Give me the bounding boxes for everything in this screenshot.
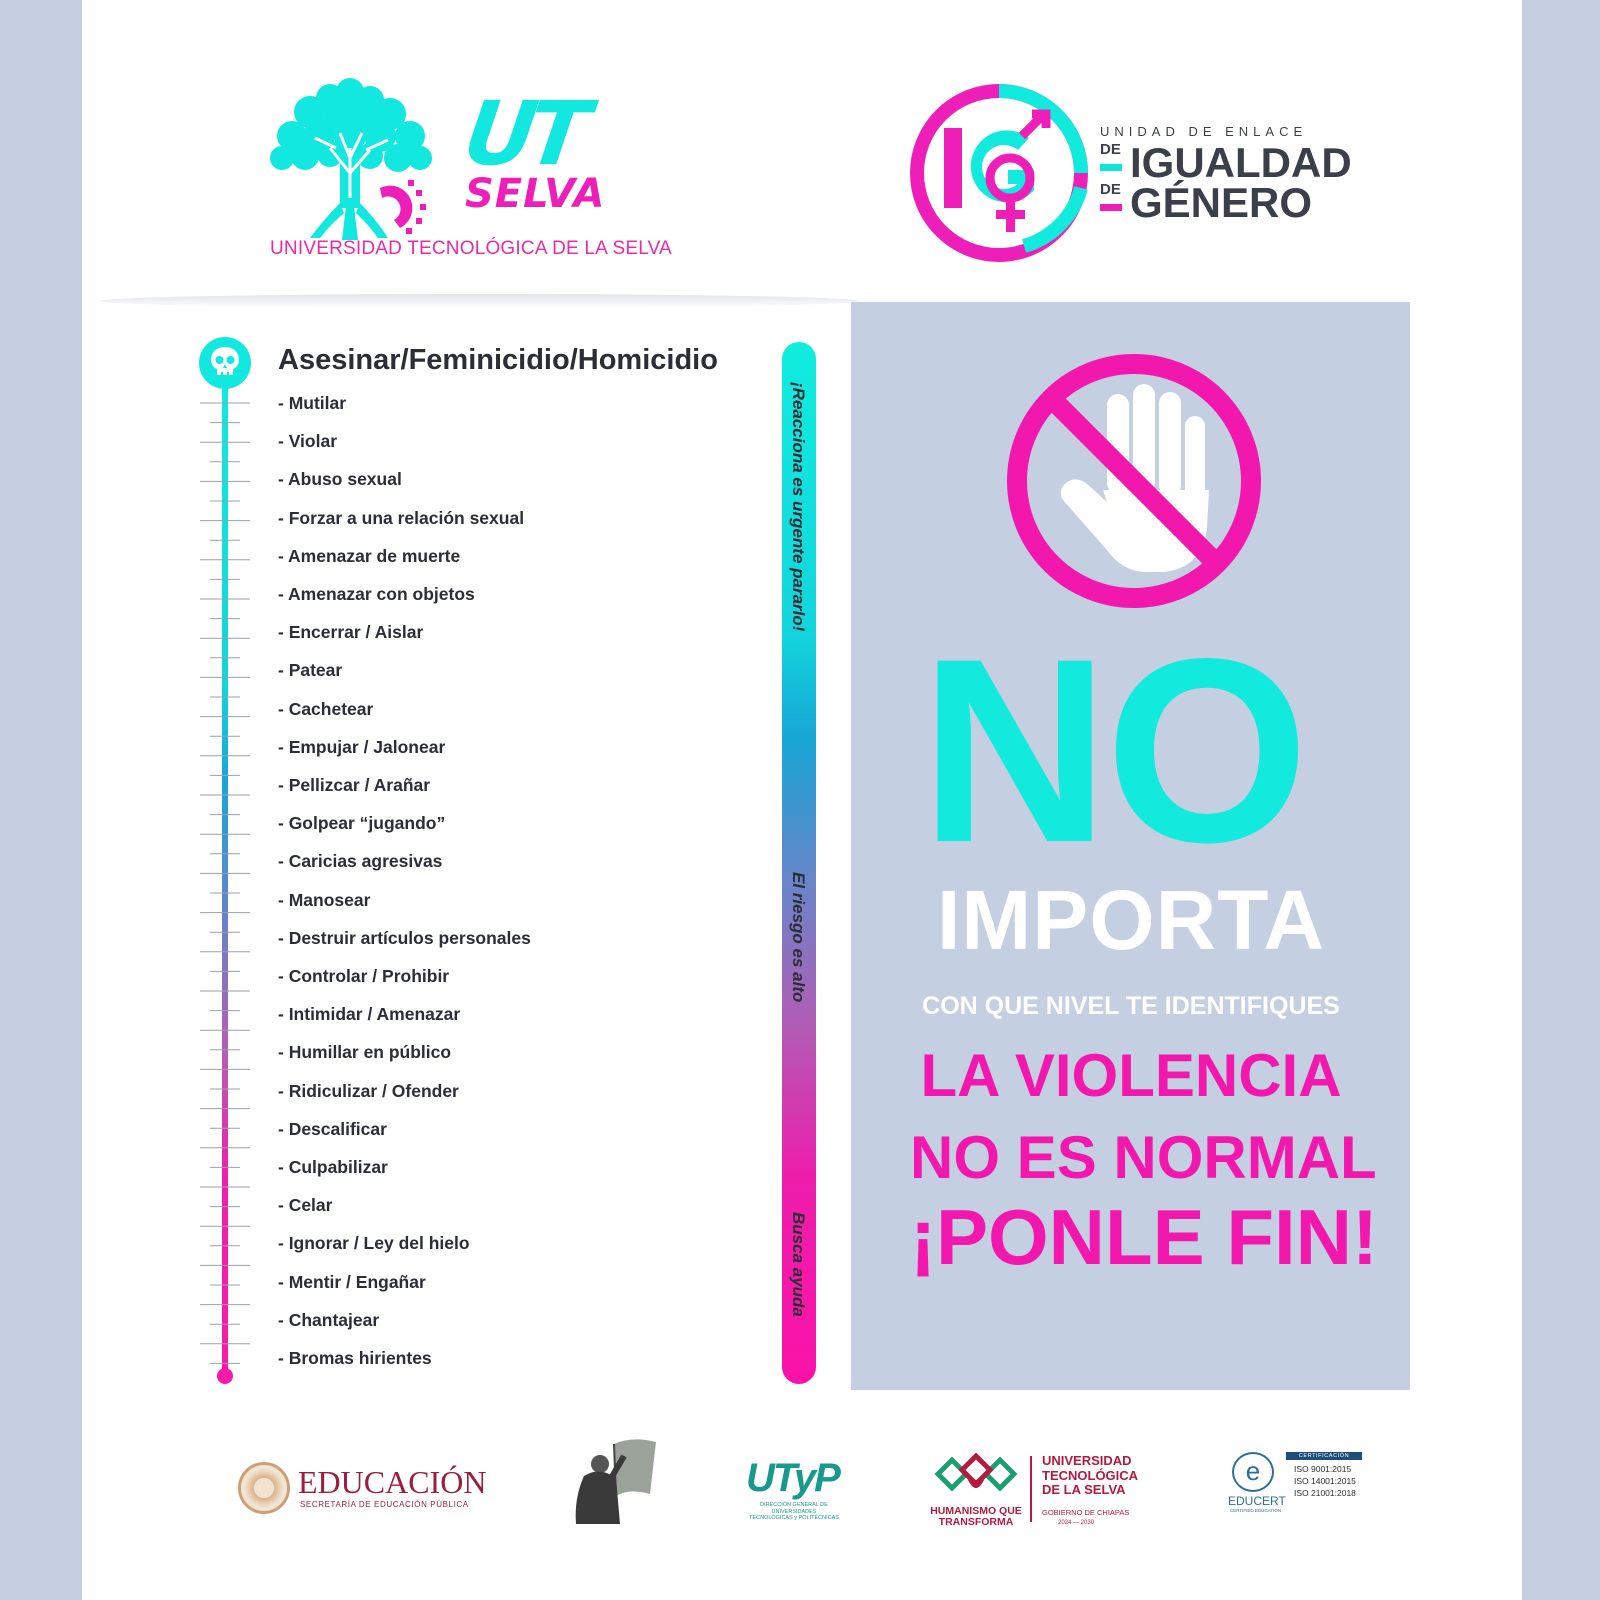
violence-item: - Amenazar de muerte [278, 545, 461, 566]
educacion-name: EDUCACIÓN [298, 1464, 487, 1500]
ig-de-1: DE [1100, 142, 1130, 157]
scale-end-dot [217, 1368, 233, 1384]
ut-letters: UT [457, 82, 588, 185]
heroine-flag-icon [570, 1436, 660, 1526]
violence-item: - Celar [278, 1195, 333, 1216]
utp-logo [738, 1456, 850, 1522]
humanismo-mark-icon [934, 1450, 1018, 1500]
ig-genero-word: GÉNERO [1130, 179, 1313, 226]
violence-item: - Golpear “jugando” [278, 813, 446, 834]
ut-selva-logo [270, 78, 670, 268]
sep-educacion-logo [238, 1458, 490, 1518]
ig-de-2: DE [1100, 182, 1130, 197]
ig-unidad-text: UNIDAD DE ENLACE [1100, 124, 1308, 139]
ig-genero-line [1100, 179, 1313, 226]
gobierno-years: 2024 — 2030 [1058, 1520, 1095, 1526]
importa-text: IMPORTA [936, 873, 1326, 967]
violence-item: - Abuso sexual [278, 469, 402, 490]
humanismo-ut-logo [928, 1450, 1148, 1530]
ut-selva-footer-name [1042, 1454, 1138, 1498]
violence-item: - Violar [278, 431, 338, 452]
educacion-sub: SECRETARÍA DE EDUCACIÓN PÚBLICA [300, 1500, 469, 1509]
violence-item: - Ridiculizar / Ofender [278, 1080, 459, 1101]
ponle-fin-line: ¡PONLE FIN! [910, 1193, 1378, 1281]
utp-sub [738, 1502, 850, 1522]
scale-ticks [200, 395, 250, 1375]
violence-item: - Culpabilizar [278, 1157, 388, 1177]
violence-item: - Cachetear [278, 698, 374, 719]
skull-icon [199, 337, 251, 389]
scale-top-title: Asesinar/Feminicidio/Homicidio [278, 344, 718, 376]
ut-selva-word: SELVA [465, 171, 606, 217]
humanismo-slogan [928, 1506, 1024, 1528]
certificacion-tag: CERTIFICACIÓN [1286, 1452, 1362, 1460]
violence-item: - Caricias agresivas [278, 851, 443, 872]
ut-footer-line-2: TECNOLÓGICA [1042, 1467, 1139, 1483]
violence-item: - Pellizcar / Arañar [278, 775, 431, 795]
violence-item: - Controlar / Prohibir [278, 966, 450, 986]
violence-item: - Ignorar / Ley del hielo [278, 1233, 470, 1254]
violence-item: - Mutilar [278, 393, 347, 413]
utp-name: UTyP [746, 1456, 839, 1500]
violence-item: - Empujar / Jalonear [278, 736, 446, 757]
violence-item: - Patear [278, 660, 343, 681]
identify-subline: CON QUE NIVEL TE IDENTIFIQUES [922, 992, 1340, 1020]
utp-sub-2: TECNOLÓGICAS y POLITÉCNICAS [749, 1515, 839, 1522]
educert-logo [1228, 1452, 1378, 1520]
violence-item: - Descalificar [278, 1118, 387, 1139]
violence-item: - Intimidar / Amenazar [278, 1004, 461, 1025]
footer-divider [1030, 1456, 1032, 1522]
igualdad-genero-logo [904, 78, 1352, 268]
educert-small: CERTIFIED EDUCATION [1230, 1508, 1282, 1513]
violence-item: - Manosear [278, 889, 371, 910]
violence-item: - Encerrar / Aislar [278, 622, 424, 643]
ig-igualdad-word: IGUALDAD [1130, 139, 1352, 186]
ut-footer-line-1: UNIVERSIDAD [1042, 1453, 1132, 1468]
mexico-seal-icon [238, 1462, 290, 1514]
no-es-normal-line: NO ES NORMAL [910, 1124, 1377, 1191]
risk-label-help: Busca ayuda [789, 1212, 808, 1317]
ig-igualdad-line [1100, 139, 1352, 186]
utp-sub-1: DIRECCIÓN GENERAL DE UNIVERSIDADES [760, 1502, 828, 1515]
humanismo-slogan-1: HUMANISMO QUE [930, 1505, 1022, 1517]
violence-item: - Amenazar con objetos [278, 584, 475, 604]
humanismo-slogan-2: TRANSFORMA [938, 1516, 1014, 1529]
gender-equality-emblem-icon [904, 78, 1094, 268]
iso-9001: ISO 9001:2015 [1294, 1464, 1352, 1474]
section-shadow [100, 294, 860, 308]
risk-label-urgent: ¡Reacciona es urgente pararlo! [789, 382, 808, 632]
violence-item: - Mentir / Engañar [278, 1271, 426, 1292]
ut-footer-line-3: DE LA SELVA [1042, 1482, 1126, 1498]
stop-hand-icon [1003, 350, 1265, 612]
big-no-text: NO [920, 604, 1305, 897]
risk-label-high: El riesgo es alto [789, 872, 808, 1003]
educert-mark-icon [1232, 1452, 1274, 1492]
violence-item: - Bromas hirientes [278, 1348, 432, 1368]
violencia-line: LA VIOLENCIA [920, 1042, 1342, 1109]
university-name: UNIVERSIDAD TECNOLÓGICA DE LA SELVA [270, 238, 672, 259]
educert-name: EDUCERT [1228, 1494, 1286, 1508]
iso-21001: ISO 21001:2018 [1294, 1488, 1356, 1498]
violence-item: - Forzar a una relación sexual [278, 507, 525, 528]
educert-mark: e [1245, 1456, 1261, 1486]
violence-item: - Chantajear [278, 1309, 380, 1330]
violence-item: - Destruir artículos personales [278, 927, 531, 948]
gobierno-chiapas: GOBIERNO DE CHIAPAS [1042, 1508, 1130, 1517]
iso-14001: ISO 14001:2015 [1294, 1476, 1356, 1486]
ceiba-tree-icon [270, 78, 440, 243]
violence-item: - Humillar en público [278, 1042, 452, 1063]
